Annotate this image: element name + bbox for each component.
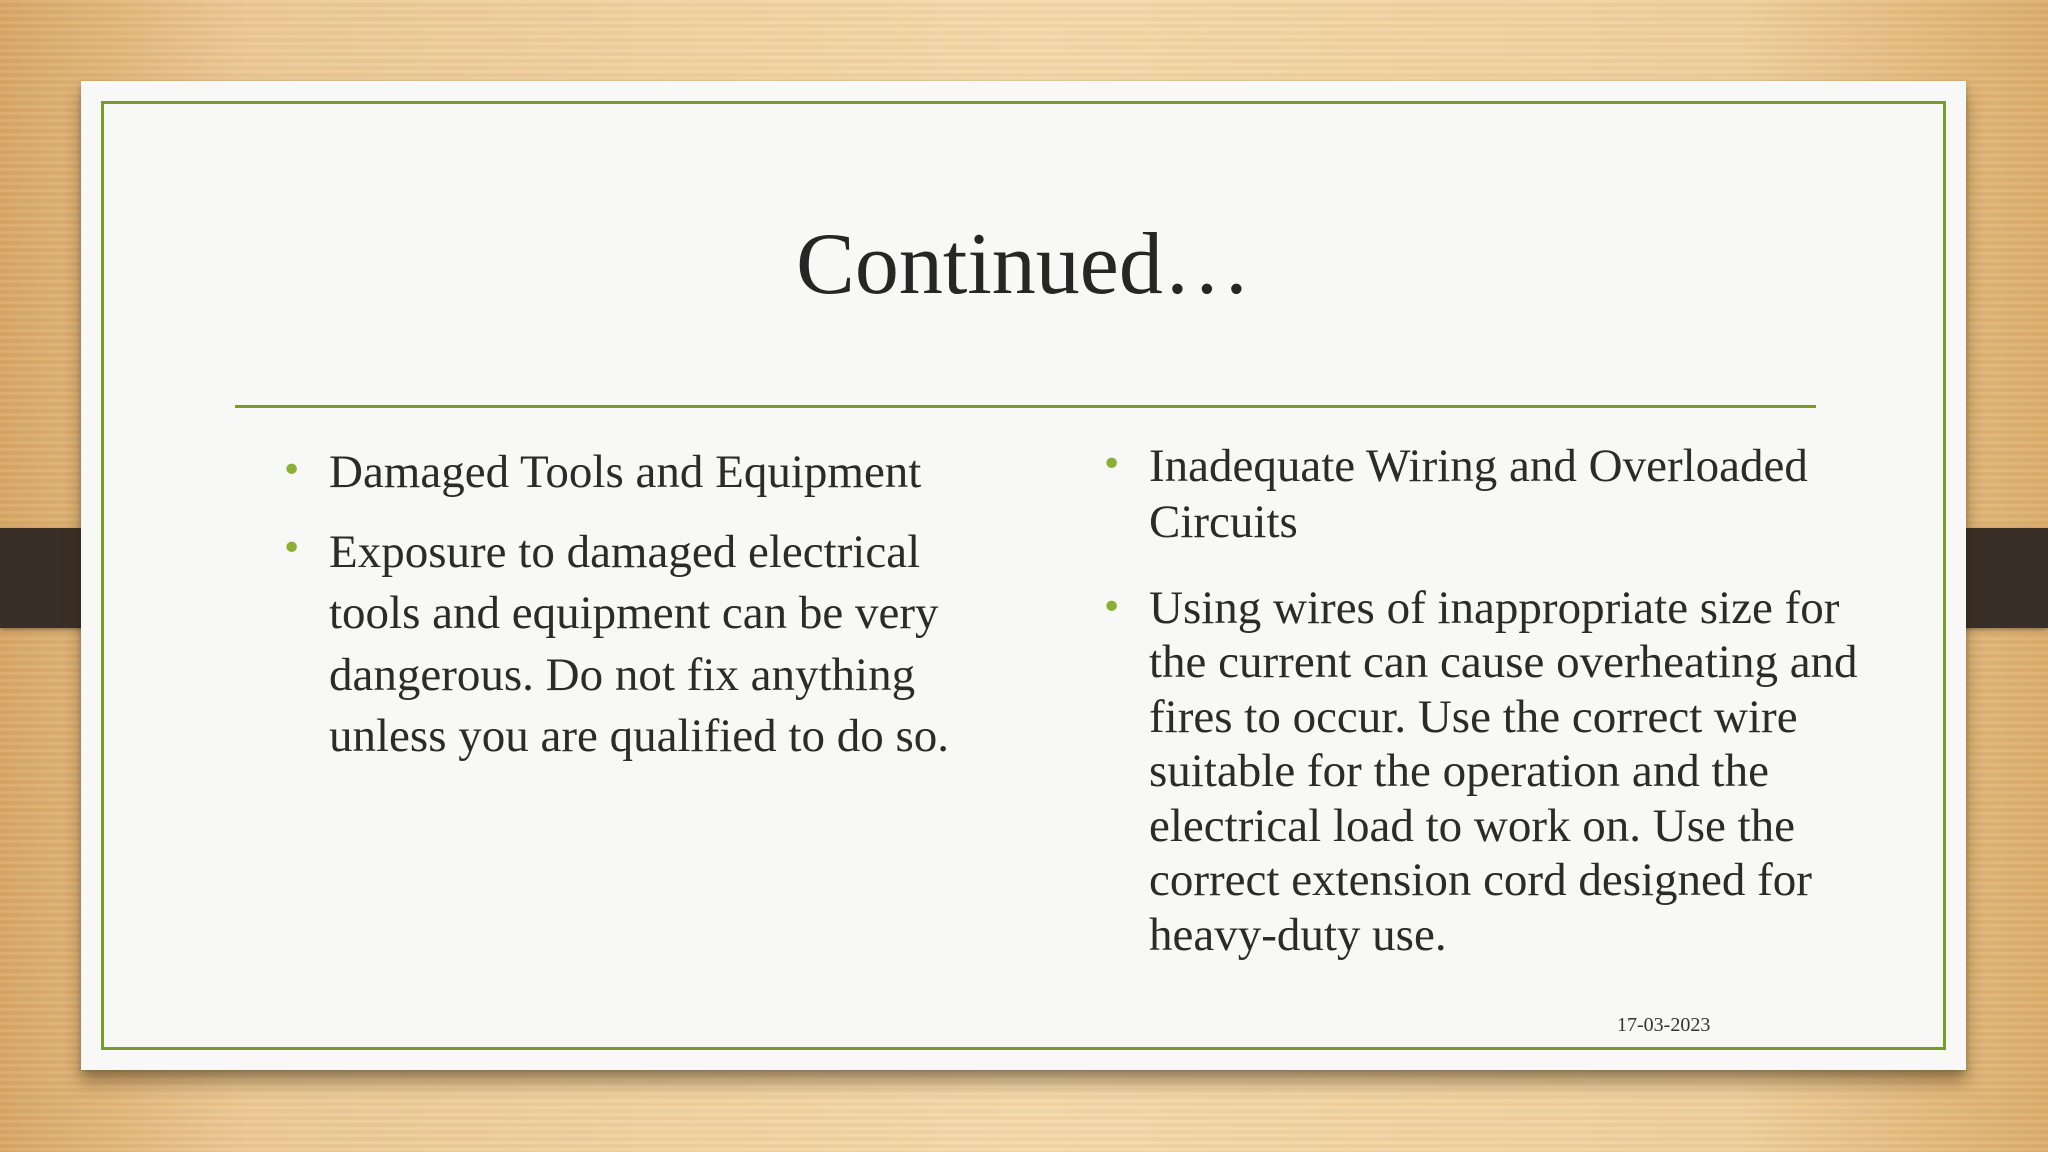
right-content-column <box>1101 438 1881 976</box>
left-content-column <box>281 444 1021 781</box>
bullet-text: Inadequate Wiring and Overloaded Circuits <box>1149 440 1808 549</box>
bullet-dot-icon: • <box>281 450 303 491</box>
slide <box>81 81 1966 1070</box>
title-divider <box>235 405 1816 408</box>
bullet-dot-icon: • <box>1101 444 1123 485</box>
bullet-item <box>281 444 1021 500</box>
bullet-dot-icon: • <box>281 528 303 570</box>
bullet-text: Exposure to damaged electrical tools and equipment can be very dangerous. Do not fix anything unless you are qualified to do so. <box>329 526 950 762</box>
slide-date: 17-03-2023 <box>1617 1014 1711 1036</box>
bullet-item <box>1101 581 1881 963</box>
bullet-dot-icon: • <box>1101 586 1123 628</box>
bullet-text: Damaged Tools and Equipment <box>329 446 922 498</box>
bullet-item <box>1101 438 1881 551</box>
slide-title: Continued… <box>796 216 1251 313</box>
bullet-text: Using wires of inappropriate size for the current can cause overheating and fires to occur. Use the correct wire suitable for the operation and the electrical load to work on. Use the correct extension cord designed for heavy-duty use. <box>1149 581 1858 961</box>
bullet-item <box>281 522 1021 766</box>
